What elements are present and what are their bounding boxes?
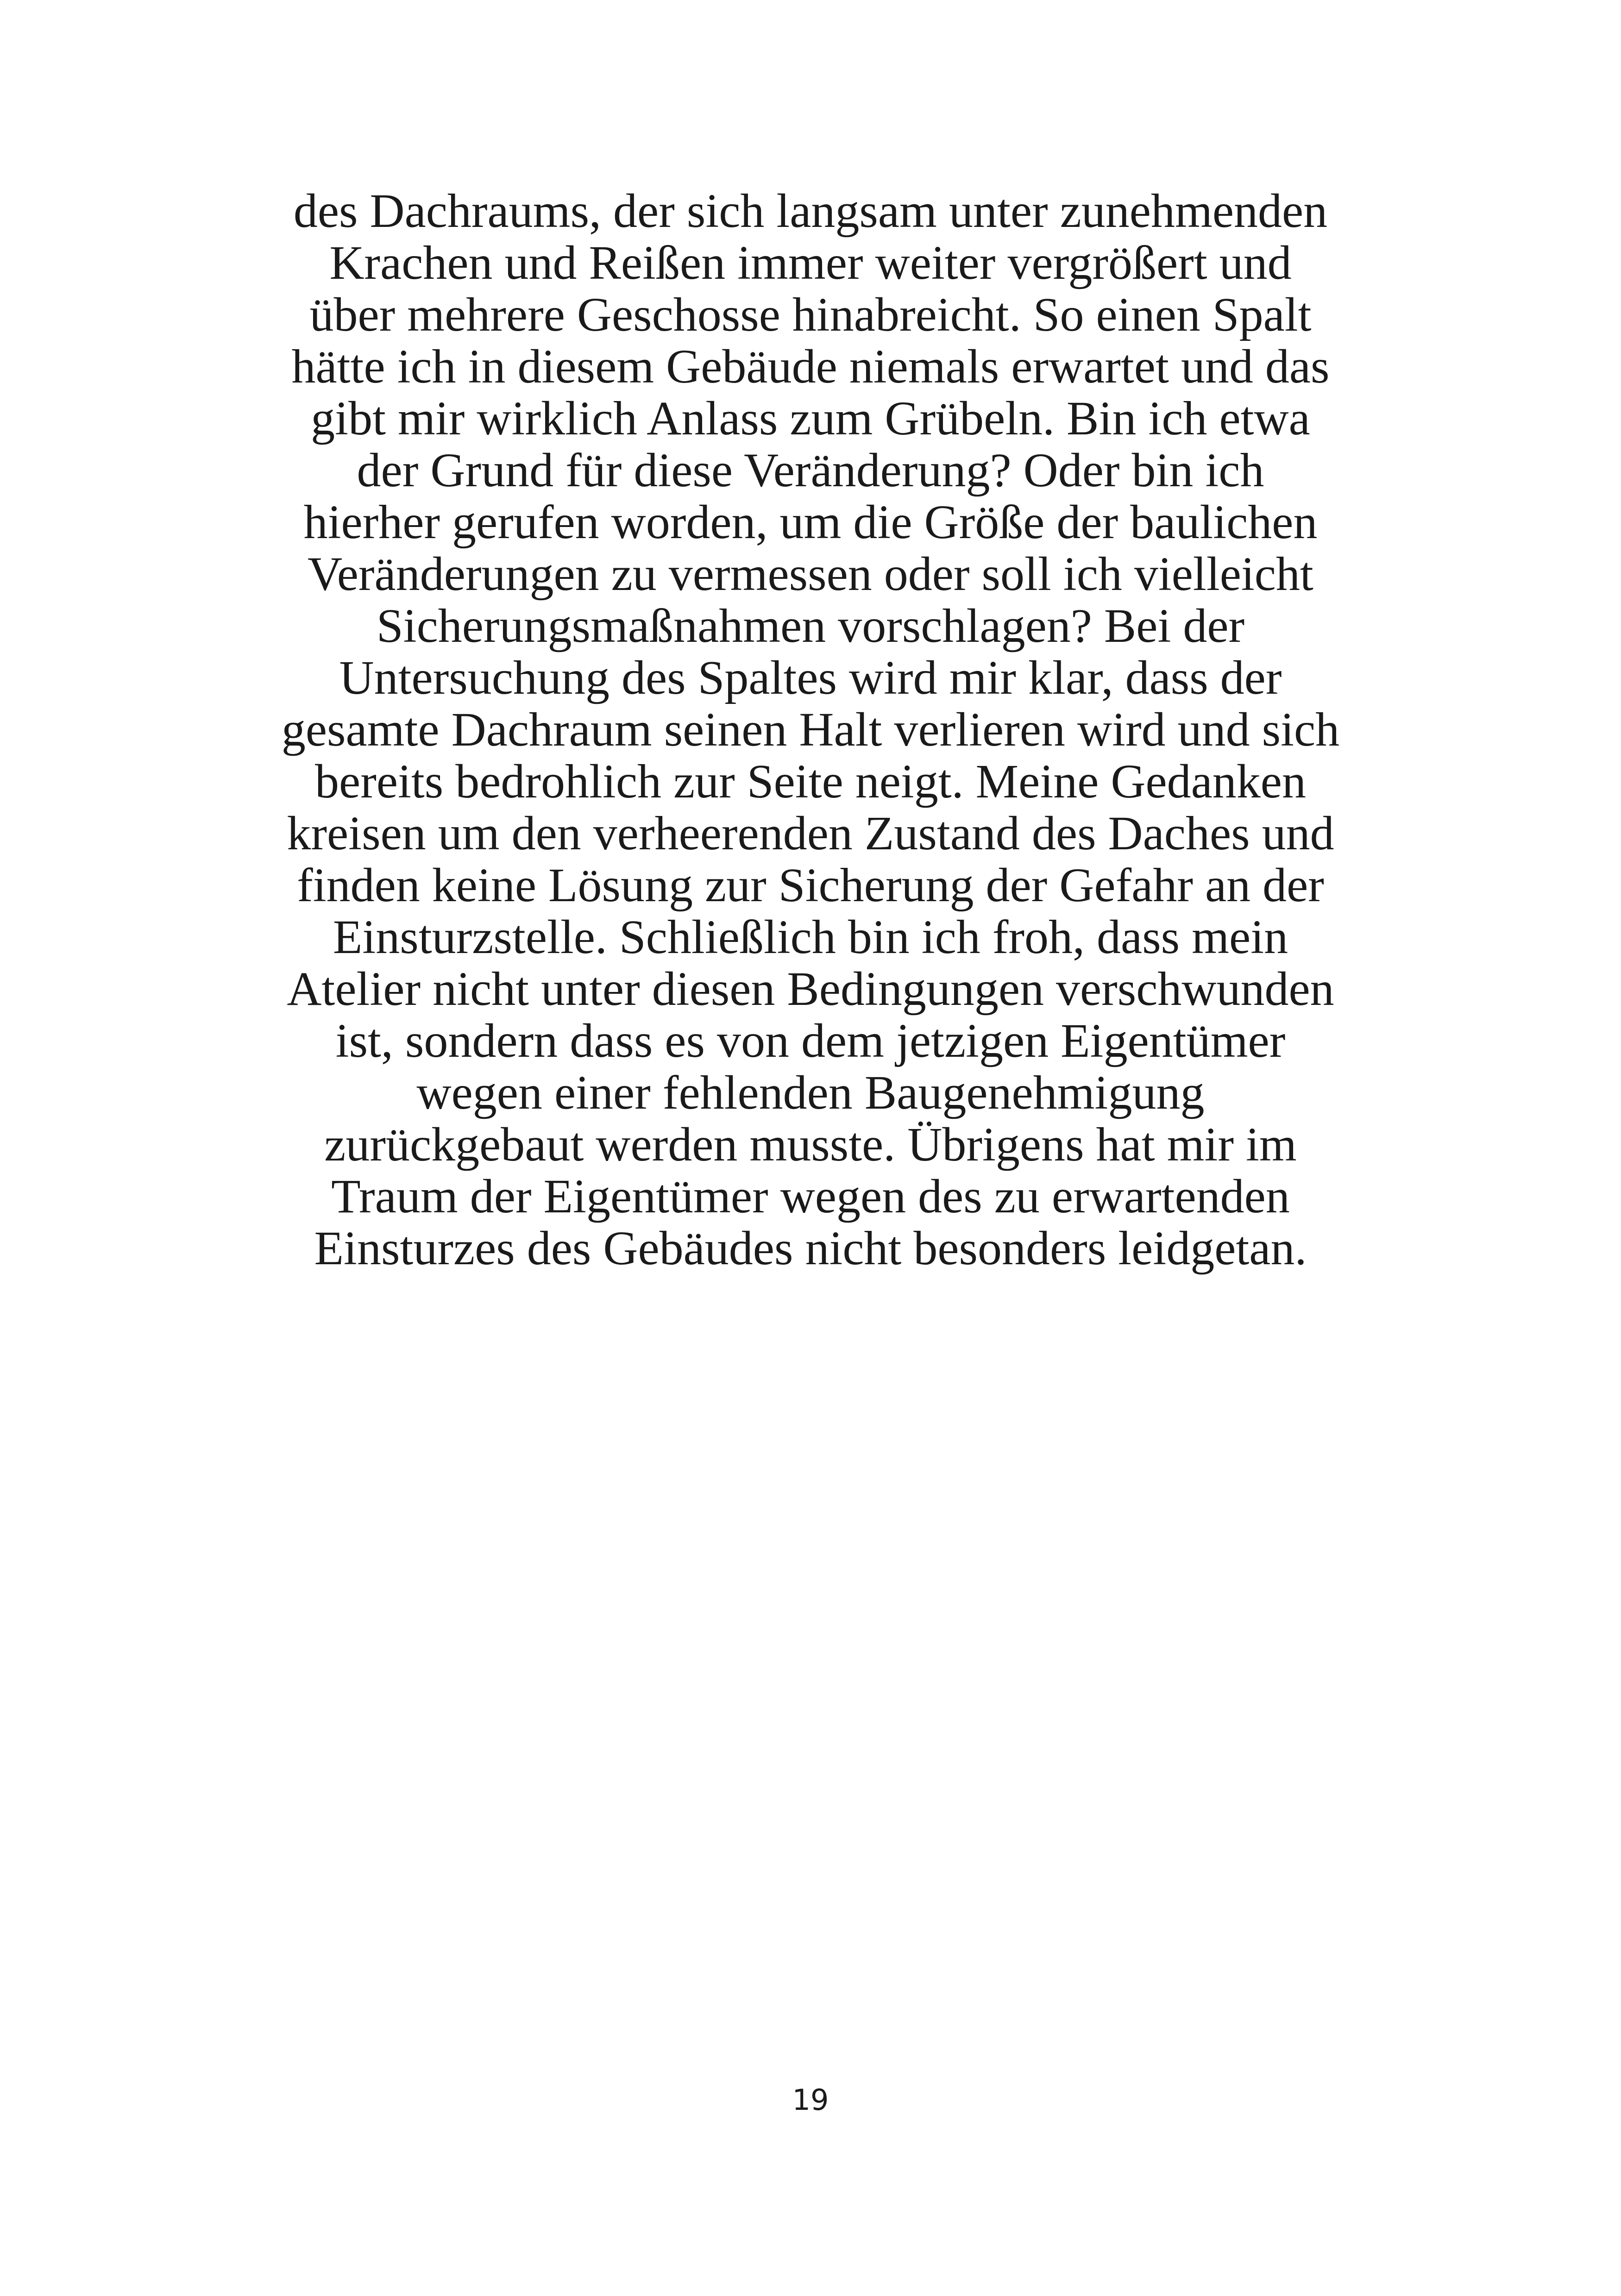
text-line: finden keine Lösung zur Sicherung der Gefahr an der [297, 859, 1324, 912]
text-line: ist, sondern dass es von dem jetzigen Eigentümer [335, 1014, 1286, 1067]
text-line: Traum der Eigentümer wegen des zu erwartenden [331, 1170, 1290, 1223]
text-line: hätte ich in diesem Gebäude niemals erwartet und das [291, 340, 1330, 393]
body-paragraph [195, 185, 1426, 1274]
text-line: Einsturzes des Gebäudes nicht besonders leidgetan. [314, 1222, 1307, 1275]
text-line: hierher gerufen worden, um die Größe der baulichen [303, 496, 1318, 549]
text-line: bereits bedrohlich zur Seite neigt. Meine Gedanken [315, 755, 1306, 808]
text-line: zurückgebaut werden musste. Übrigens hat mir im [324, 1118, 1297, 1171]
text-line: Sicherungsmaßnahmen vorschlagen? Bei der [376, 599, 1245, 652]
text-line: der Grund für diese Veränderung? Oder bin ich [357, 444, 1264, 497]
text-line: gibt mir wirklich Anlass zum Grübeln. Bin ich etwa [311, 392, 1310, 445]
text-line: über mehrere Geschosse hinabreicht. So einen Spalt [309, 288, 1312, 341]
text-line: Untersuchung des Spaltes wird mir klar, dass der [339, 651, 1282, 704]
text-line: gesamte Dachraum seinen Halt verlieren wird und sich [281, 703, 1340, 756]
text-line: kreisen um den verheerenden Zustand des Daches und [287, 807, 1334, 860]
page-number: 19 [792, 2083, 829, 2117]
text-line: des Dachraums, der sich langsam unter zunehmenden [293, 184, 1328, 238]
text-line: Veränderungen zu vermessen oder soll ich vielleicht [308, 547, 1313, 601]
text-line: Einsturzstelle. Schließlich bin ich froh, dass mein [333, 910, 1288, 964]
text-line: Krachen und Reißen immer weiter vergrößert und [329, 236, 1292, 289]
text-line: wegen einer fehlenden Baugenehmigung [416, 1066, 1205, 1119]
text-line: Atelier nicht unter diesen Bedingungen verschwunden [287, 962, 1334, 1016]
